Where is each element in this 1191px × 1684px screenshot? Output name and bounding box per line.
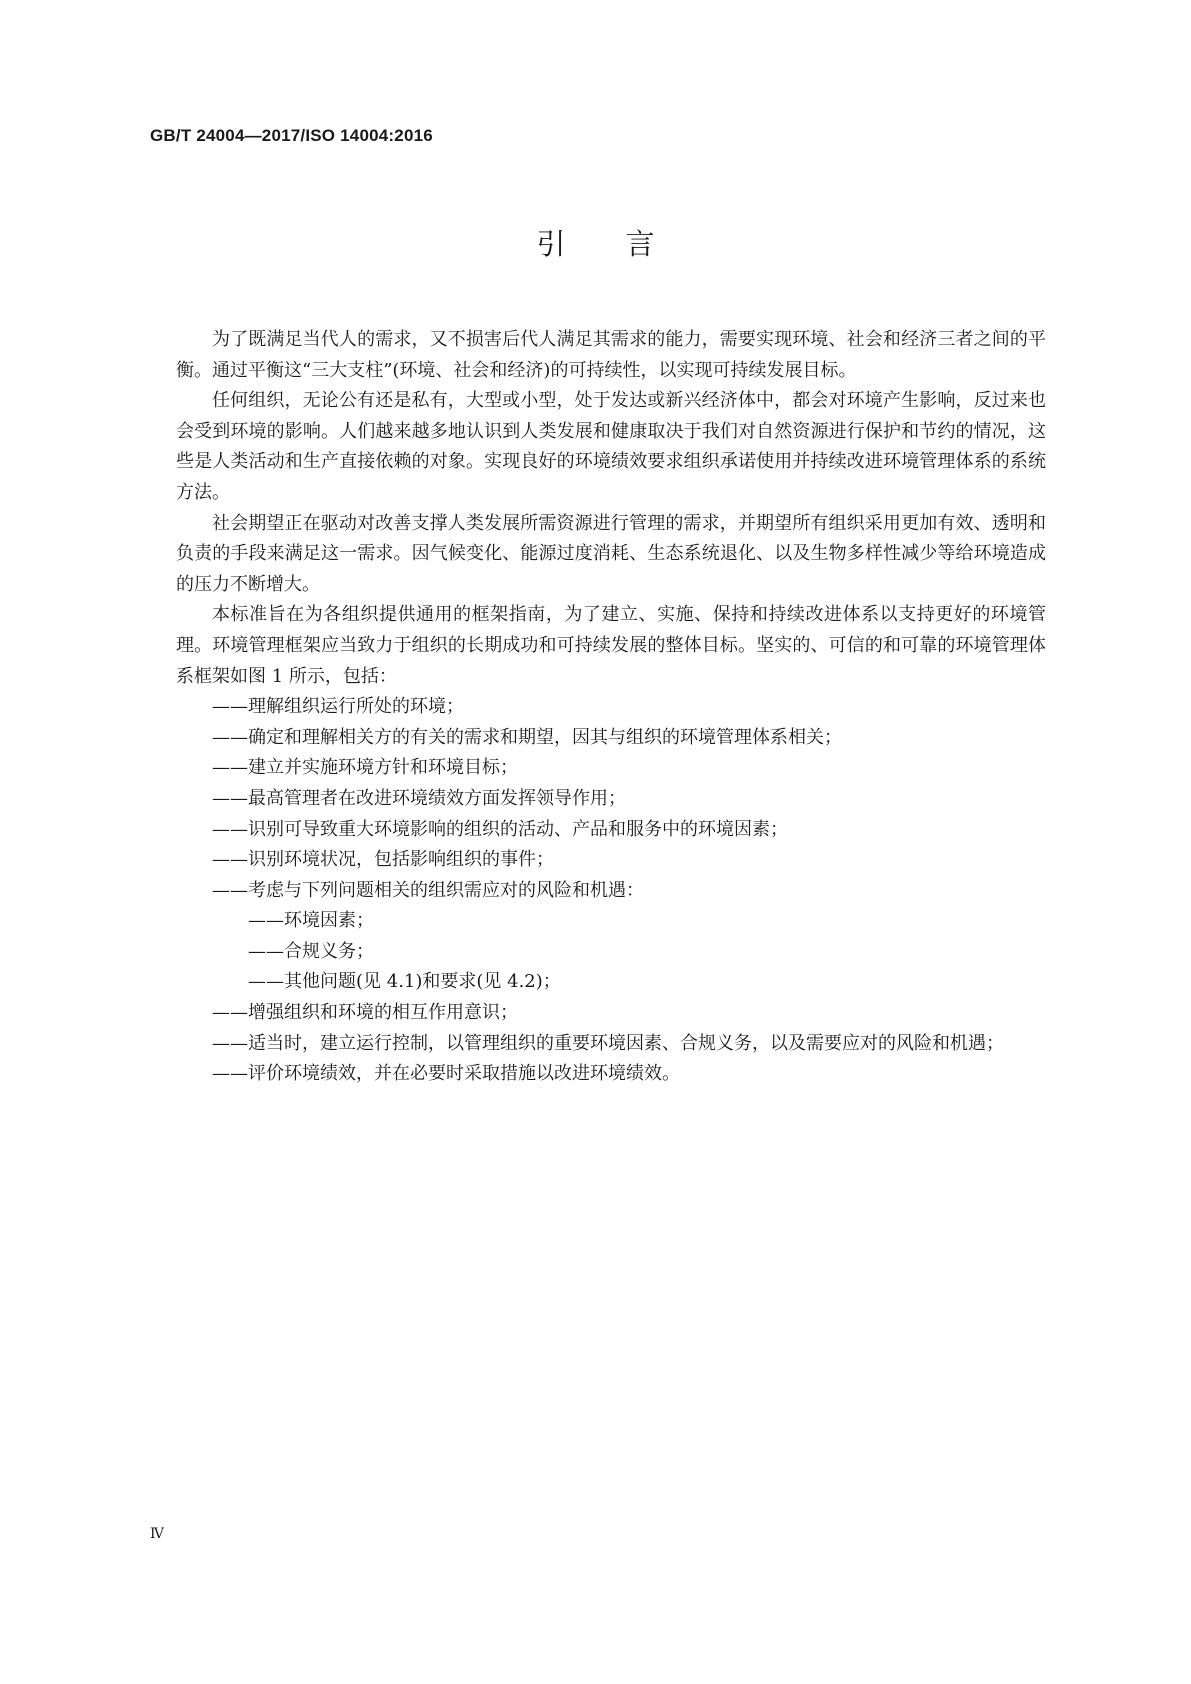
list-item: ——评价环境绩效，并在必要时采取措施以改进环境绩效。 bbox=[212, 1063, 680, 1085]
body-content bbox=[176, 325, 1046, 1090]
standard-code: GB/T 24004—2017/ISO 14004:2016 bbox=[150, 126, 433, 145]
sub-list-item: ——其他问题(见 4.1)和要求(见 4.2)； bbox=[248, 971, 561, 993]
list-item: ——最高管理者在改进环境绩效方面发挥领导作用； bbox=[212, 787, 626, 809]
list-item: ——考虑与下列问题相关的组织需应对的风险和机遇： bbox=[212, 879, 644, 901]
list-item: ——适当时，建立运行控制，以管理组织的重要环境因素、合规义务，以及需要应对的风险和机遇； bbox=[212, 1032, 1004, 1054]
list-item: ——识别可导致重大环境影响的组织的活动、产品和服务中的环境因素； bbox=[212, 818, 788, 840]
list-item: ——识别环境状况，包括影响组织的事件； bbox=[212, 849, 554, 871]
page-title: 引言 bbox=[536, 227, 715, 261]
list-item: ——确定和理解相关方的有关的需求和期望，因其与组织的环境管理体系相关； bbox=[212, 726, 842, 748]
sub-list-item: ——合规义务； bbox=[248, 940, 374, 962]
paragraph-3: 社会期望正在驱动对改善支撑人类发展所需资源进行管理的需求，并期望所有组织采用更加有效、透明和负责的手段来满足这一需求。因气候变化、能源过度消耗、生态系统退化、以及生物多样性减少等给环境造成的压力不断增大。 bbox=[176, 512, 1046, 595]
list-item: ——增强组织和环境的相互作用意识； bbox=[212, 1002, 518, 1024]
list-item: ——建立并实施环境方针和环境目标； bbox=[212, 757, 518, 779]
paragraph-4: 本标准旨在为各组织提供通用的框架指南，为了建立、实施、保持和持续改进体系以支持更好的环境管理。环境管理框架应当致力于组织的长期成功和可持续发展的整体目标。坚实的、可信的和可靠的环境管理体系框架如图 1 所示，包括： bbox=[176, 604, 1046, 687]
page-number: Ⅳ bbox=[150, 1526, 164, 1542]
paragraph-1: 为了既满足当代人的需求，又不损害后代人满足其需求的能力，需要实现环境、社会和经济三者之间的平衡。通过平衡这“三大支柱”(环境、社会和经济)的可持续性，以实现可持续发展目标。 bbox=[176, 329, 1046, 381]
framework-list bbox=[176, 692, 1046, 1090]
list-item: ——理解组织运行所处的环境； bbox=[212, 696, 464, 718]
paragraph-2: 任何组织，无论公有还是私有，大型或小型，处于发达或新兴经济体中，都会对环境产生影响，反过来也会受到环境的影响。人们越来越多地认识到人类发展和健康取决于我们对自然资源进行保护和节约的情况，这些是人类活动和生产直接依赖的对象。实现良好的环境绩效要求组织承诺使用并持续改进环境管理体系的系统方法。 bbox=[176, 390, 1046, 503]
sub-list-item: ——环境因素； bbox=[248, 910, 374, 932]
